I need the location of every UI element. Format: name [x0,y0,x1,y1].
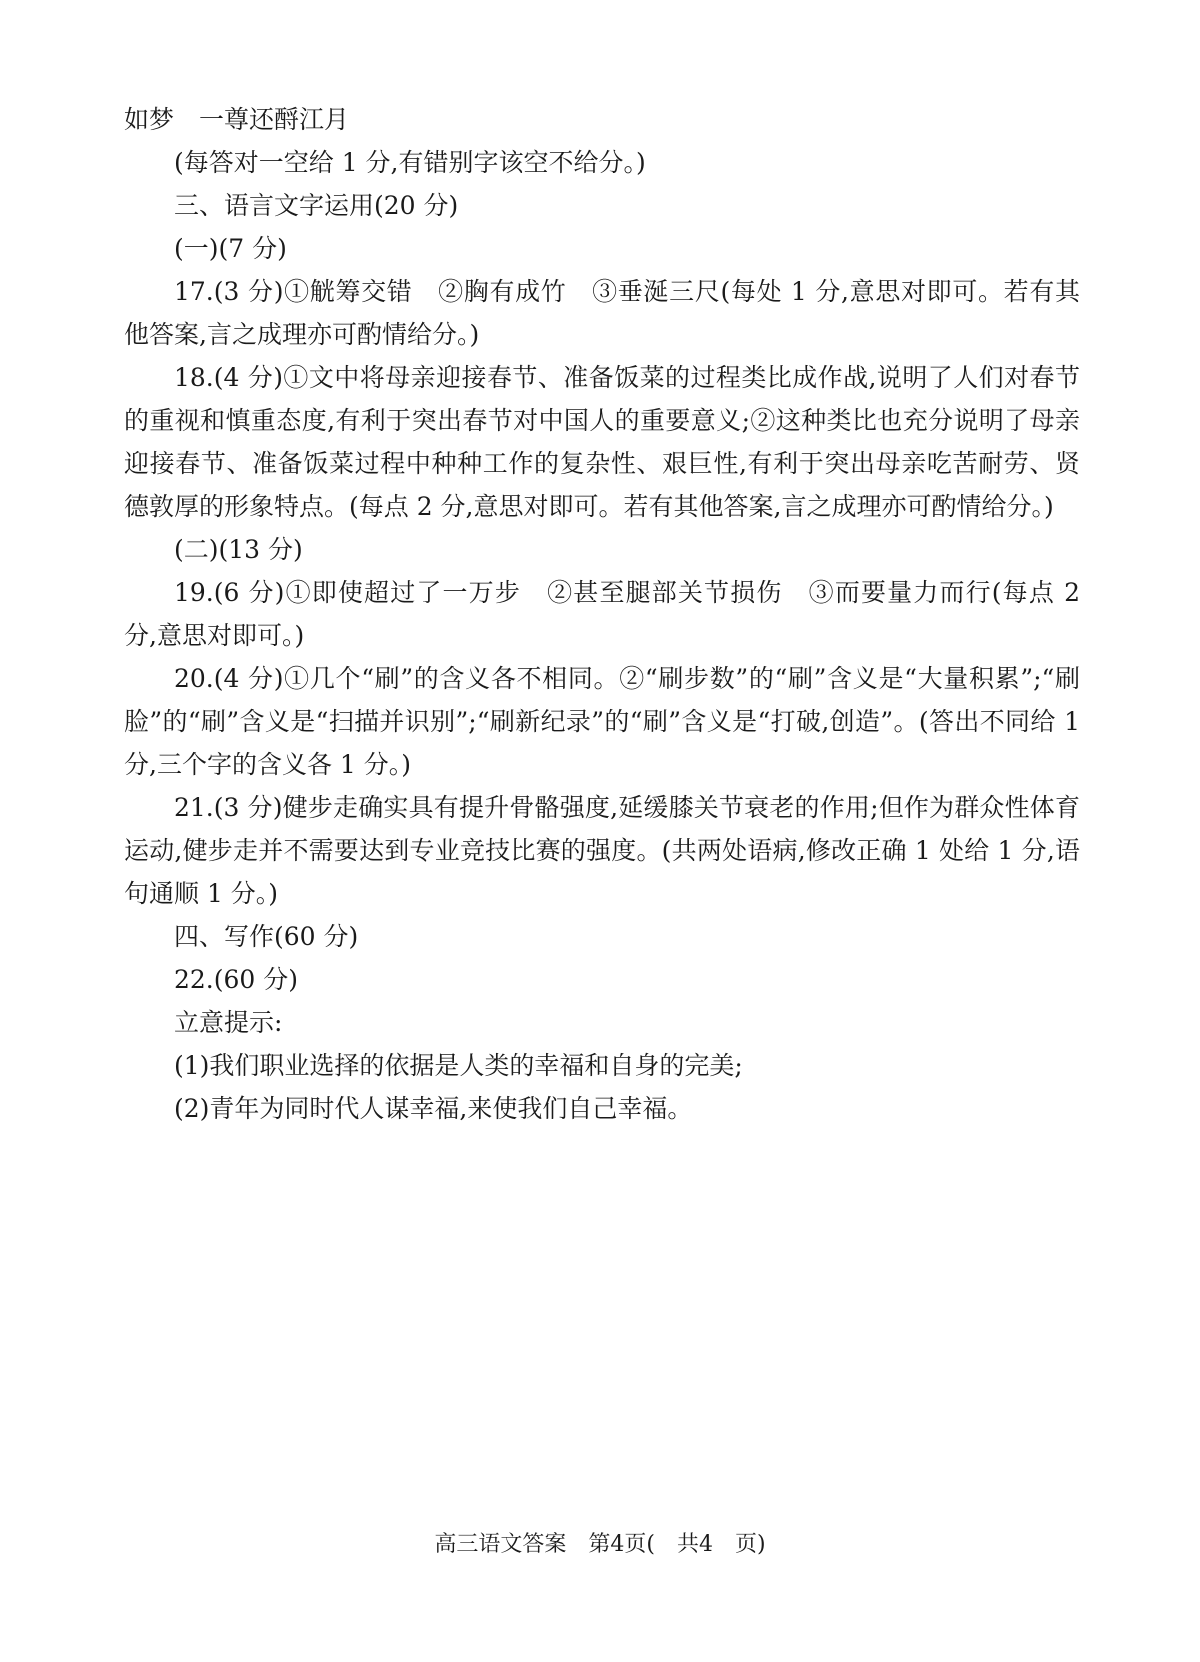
answer-q20: 20.(4 分)①几个“刷”的含义各不相同。②“刷步数”的“刷”含义是“大量积累”;“刷脸”的“刷”含义是“扫描并识别”;“刷新纪录”的“刷”含义是“打破,创造”。(答出不同给 1 分,三个字的含义各 1 分。) [124,664,1080,779]
answer-content [124,98,1080,1130]
section-heading-language-use: 三、语言文字运用(20 分) [174,191,459,220]
subsection-heading-2: (二)(13 分) [174,535,303,564]
answer-q21: 21.(3 分)健步走确实具有提升骨骼强度,延缓膝关节衰老的作用;但作为群众性体育运动,健步走并不需要达到专业竞技比赛的强度。(共两处语病,修改正确 1 处给 1 分,语句通顺 1 分。) [124,793,1080,908]
theme-hint-1: (1)我们职业选择的依据是人类的幸福和自身的完美; [174,1051,743,1080]
page-footer: 高三语文答案 第4页( 共4 页) [434,1532,766,1557]
scoring-note: (每答对一空给 1 分,有错别字该空不给分。) [174,148,646,177]
subsection-heading-1: (一)(7 分) [174,234,287,263]
poem-answer-line: 如梦 一尊还酹江月 [124,105,350,134]
answer-q19: 19.(6 分)①即使超过了一万步 ②甚至腿部关节损伤 ③而要量力而行(每点 2 分,意思对即可。) [124,578,1080,650]
answer-q18: 18.(4 分)①文中将母亲迎接春节、准备饭菜的过程类比成作战,说明了人们对春节的重视和慎重态度,有利于突出春节对中国人的重要意义;②这种类比也充分说明了母亲迎接春节、准备饭菜过程中种种工作的复杂性、艰巨性,有利于突出母亲吃苦耐劳、贤德敦厚的形象特点。(每点 2 分,意思对即可。若有其他答案,言之成理亦可酌情给分。) [124,363,1080,521]
question-22-label: 22.(60 分) [174,965,299,994]
section-heading-writing: 四、写作(60 分) [174,922,359,951]
theme-hint-label: 立意提示: [174,1008,283,1037]
theme-hint-2: (2)青年为同时代人谋幸福,来使我们自己幸福。 [174,1094,693,1123]
answer-q17: 17.(3 分)①觥筹交错 ②胸有成竹 ③垂涎三尺(每处 1 分,意思对即可。若有其他答案,言之成理亦可酌情给分。) [124,277,1080,349]
